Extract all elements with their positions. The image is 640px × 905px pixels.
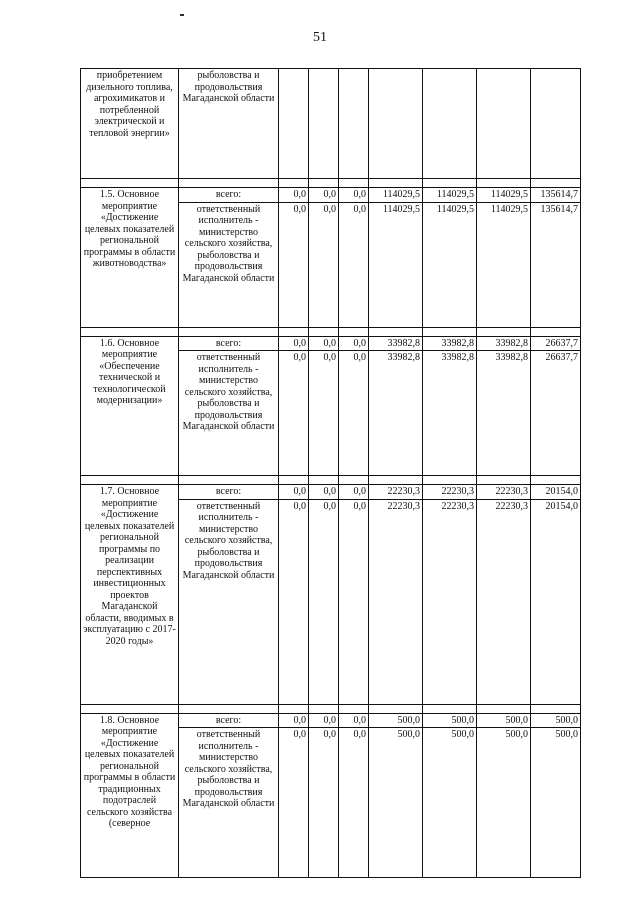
total-value-cell: 0,0 bbox=[339, 188, 369, 203]
total-value-cell: 114029,5 bbox=[477, 188, 531, 203]
spacer-cell bbox=[309, 327, 339, 336]
responsible-value-cell: 0,0 bbox=[339, 728, 369, 878]
spacer-row bbox=[81, 704, 581, 713]
total-value-cell: 500,0 bbox=[477, 713, 531, 728]
spacer-cell bbox=[339, 704, 369, 713]
spacer-cell bbox=[477, 179, 531, 188]
total-value-cell: 33982,8 bbox=[477, 336, 531, 351]
total-row bbox=[81, 713, 581, 728]
measure-name-cell: 1.7. Основное мероприятие «Достижение целевых показателей региональной программы по реализации перспективных инвестиционных проектов Магаданской области, вводимых в эксплуатацию с 2017-2020 годы» bbox=[81, 485, 179, 705]
responsible-cell: ответственный исполнитель - министерство сельского хозяйства, рыболовства и продовольствия Магаданской области bbox=[179, 499, 279, 704]
responsible-value-cell: 0,0 bbox=[309, 728, 339, 878]
responsible-value-cell: 0,0 bbox=[309, 351, 339, 476]
spacer-cell bbox=[279, 327, 309, 336]
total-value-cell: 22230,3 bbox=[369, 485, 423, 500]
responsible-value-cell: 500,0 bbox=[477, 728, 531, 878]
value-cell bbox=[423, 69, 477, 179]
spacer-cell bbox=[309, 704, 339, 713]
table-body bbox=[81, 69, 581, 878]
spacer-cell bbox=[339, 476, 369, 485]
spacer-cell bbox=[81, 704, 179, 713]
responsible-value-cell: 0,0 bbox=[339, 499, 369, 704]
spacer-cell bbox=[369, 476, 423, 485]
total-row bbox=[81, 485, 581, 500]
responsible-value-cell: 22230,3 bbox=[477, 499, 531, 704]
measure-name-cell: 1.5. Основное мероприятие «Достижение целевых показателей региональной программы в области животноводства» bbox=[81, 188, 179, 328]
total-label-cell: всего: bbox=[179, 485, 279, 500]
spacer-cell bbox=[423, 179, 477, 188]
responsible-value-cell: 20154,0 bbox=[531, 499, 581, 704]
spacer-row bbox=[81, 179, 581, 188]
spacer-cell bbox=[339, 327, 369, 336]
responsible-value-cell: 500,0 bbox=[423, 728, 477, 878]
total-value-cell: 500,0 bbox=[369, 713, 423, 728]
responsible-value-cell: 26637,7 bbox=[531, 351, 581, 476]
spacer-cell bbox=[423, 704, 477, 713]
responsible-value-cell: 114029,5 bbox=[477, 202, 531, 327]
spacer-cell bbox=[279, 704, 309, 713]
responsible-cell: ответственный исполнитель - министерство сельского хозяйства, рыболовства и продовольствия Магаданской области bbox=[179, 728, 279, 878]
total-value-cell: 0,0 bbox=[309, 485, 339, 500]
total-value-cell: 0,0 bbox=[279, 485, 309, 500]
total-value-cell: 0,0 bbox=[279, 188, 309, 203]
total-label-cell: всего: bbox=[179, 336, 279, 351]
total-label-cell: всего: bbox=[179, 188, 279, 203]
spacer-cell bbox=[179, 476, 279, 485]
responsible-value-cell: 33982,8 bbox=[369, 351, 423, 476]
responsible-value-cell: 0,0 bbox=[339, 202, 369, 327]
total-value-cell: 135614,7 bbox=[531, 188, 581, 203]
total-value-cell: 0,0 bbox=[339, 485, 369, 500]
spacer-cell bbox=[369, 327, 423, 336]
total-value-cell: 26637,7 bbox=[531, 336, 581, 351]
spacer-cell bbox=[477, 327, 531, 336]
spacer-cell bbox=[81, 179, 179, 188]
page-number: 51 bbox=[313, 30, 327, 45]
responsible-value-cell: 500,0 bbox=[531, 728, 581, 878]
responsible-cell: ответственный исполнитель - министерство сельского хозяйства, рыболовства и продовольствия Магаданской области bbox=[179, 202, 279, 327]
total-row bbox=[81, 336, 581, 351]
budget-table bbox=[80, 68, 581, 878]
total-value-cell: 114029,5 bbox=[369, 188, 423, 203]
spacer-cell bbox=[423, 476, 477, 485]
spacer-cell bbox=[339, 179, 369, 188]
responsible-value-cell: 0,0 bbox=[279, 351, 309, 476]
value-cell bbox=[339, 69, 369, 179]
responsible-value-cell: 114029,5 bbox=[423, 202, 477, 327]
spacer-row bbox=[81, 476, 581, 485]
spacer-cell bbox=[531, 327, 581, 336]
total-value-cell: 500,0 bbox=[531, 713, 581, 728]
total-value-cell: 20154,0 bbox=[531, 485, 581, 500]
total-value-cell: 22230,3 bbox=[423, 485, 477, 500]
responsible-value-cell: 0,0 bbox=[279, 728, 309, 878]
total-row bbox=[81, 188, 581, 203]
total-value-cell: 114029,5 bbox=[423, 188, 477, 203]
total-value-cell: 0,0 bbox=[309, 188, 339, 203]
scan-mark bbox=[180, 14, 184, 16]
spacer-row bbox=[81, 327, 581, 336]
total-value-cell: 0,0 bbox=[339, 336, 369, 351]
responsible-value-cell: 135614,7 bbox=[531, 202, 581, 327]
spacer-cell bbox=[477, 704, 531, 713]
spacer-cell bbox=[279, 476, 309, 485]
measure-name-cell: 1.6. Основное мероприятие «Обеспечение технической и технологической модернизации» bbox=[81, 336, 179, 476]
spacer-cell bbox=[369, 704, 423, 713]
responsible-value-cell: 0,0 bbox=[279, 499, 309, 704]
total-value-cell: 33982,8 bbox=[369, 336, 423, 351]
spacer-cell bbox=[309, 476, 339, 485]
total-value-cell: 0,0 bbox=[309, 713, 339, 728]
responsible-value-cell: 0,0 bbox=[309, 499, 339, 704]
spacer-cell bbox=[309, 179, 339, 188]
responsible-value-cell: 22230,3 bbox=[423, 499, 477, 704]
spacer-cell bbox=[369, 179, 423, 188]
total-value-cell: 22230,3 bbox=[477, 485, 531, 500]
responsible-value-cell: 114029,5 bbox=[369, 202, 423, 327]
responsible-value-cell: 0,0 bbox=[339, 351, 369, 476]
spacer-cell bbox=[423, 327, 477, 336]
spacer-cell bbox=[477, 476, 531, 485]
responsible-value-cell: 0,0 bbox=[279, 202, 309, 327]
total-value-cell: 0,0 bbox=[279, 713, 309, 728]
spacer-cell bbox=[179, 327, 279, 336]
responsible-value-cell: 33982,8 bbox=[477, 351, 531, 476]
spacer-cell bbox=[179, 179, 279, 188]
spacer-cell bbox=[81, 327, 179, 336]
value-cell bbox=[531, 69, 581, 179]
responsible-cell: ответственный исполнитель - министерство сельского хозяйства, рыболовства и продовольствия Магаданской области bbox=[179, 351, 279, 476]
spacer-cell bbox=[531, 179, 581, 188]
spacer-cell bbox=[531, 704, 581, 713]
spacer-cell bbox=[279, 179, 309, 188]
spacer-cell bbox=[531, 476, 581, 485]
responsible-value-cell: 500,0 bbox=[369, 728, 423, 878]
responsible-cell: рыболовства и продовольствия Магаданской области bbox=[179, 69, 279, 179]
total-value-cell: 0,0 bbox=[279, 336, 309, 351]
measure-name-cell: приобретением дизельного топлива, агрохимикатов и потребленной электрической и тепловой энергии» bbox=[81, 69, 179, 179]
spacer-cell bbox=[81, 476, 179, 485]
value-cell bbox=[309, 69, 339, 179]
measure-name-cell: 1.8. Основное мероприятие «Достижение целевых показателей региональной программы в области традиционных подотраслей сельского хозяйства (северное bbox=[81, 713, 179, 878]
spacer-cell bbox=[179, 704, 279, 713]
total-label-cell: всего: bbox=[179, 713, 279, 728]
total-value-cell: 0,0 bbox=[339, 713, 369, 728]
value-cell bbox=[279, 69, 309, 179]
total-value-cell: 33982,8 bbox=[423, 336, 477, 351]
total-value-cell: 0,0 bbox=[309, 336, 339, 351]
value-cell bbox=[369, 69, 423, 179]
responsible-value-cell: 33982,8 bbox=[423, 351, 477, 476]
total-value-cell: 500,0 bbox=[423, 713, 477, 728]
responsible-value-cell: 22230,3 bbox=[369, 499, 423, 704]
responsible-value-cell: 0,0 bbox=[309, 202, 339, 327]
value-cell bbox=[477, 69, 531, 179]
continuation-row bbox=[81, 69, 581, 179]
